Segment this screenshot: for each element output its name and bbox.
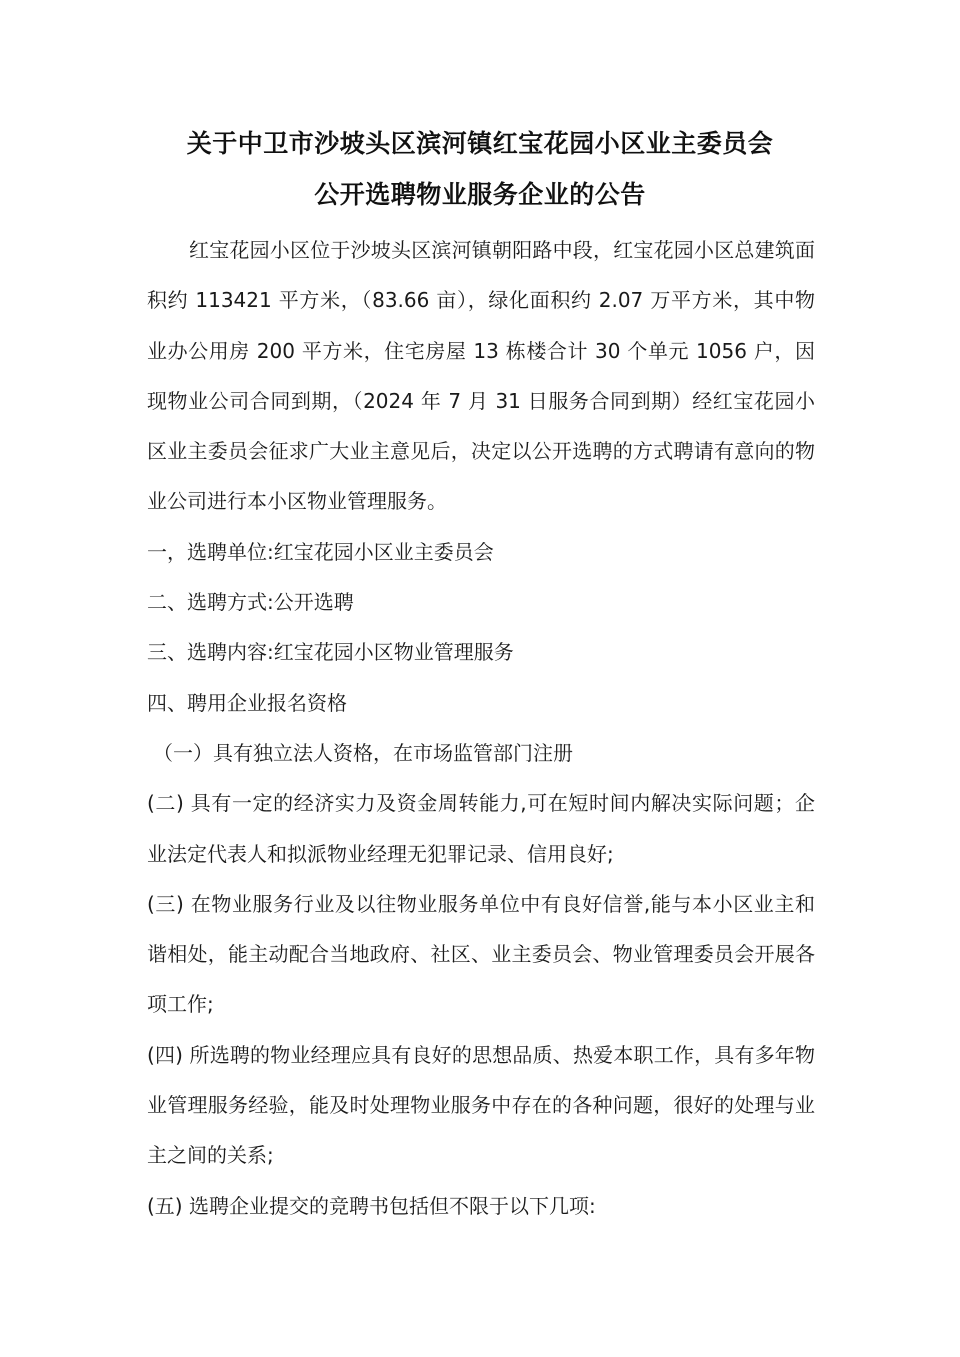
- document-title-line2: 公开选聘物业服务企业的公告: [314, 180, 646, 209]
- qualification-item-1: （一）具有独立法人资格，在市场监管部门注册: [153, 740, 573, 765]
- intro-paragraph: 红宝花园小区位于沙坡头区滨河镇朝阳路中段，红宝花园小区总建筑面积约 113421 平方米，（83.66 亩），绿化面积约 2.07 万平方米，其中物业办公用房 200 平方米，住宅房屋 13 栋楼合计 30 个单元 1056 户，因现物业公司合同到期，（2024 年 7 月 31 日服务合同到期）经红宝花园小区业主委员会征求广大业主意见后，决定以公开选聘的方式聘请有意向的物业公司进行本小区物业管理服务。: [147, 238, 815, 514]
- section-selecting-unit: 一，选聘单位:红宝花园小区业主委员会: [147, 539, 494, 564]
- qualification-item-2: (二) 具有一定的经济实力及资金周转能力,可在短时间内解决实际问题；企业法定代表人和拟派物业经理无犯罪记录、信用良好;: [147, 791, 815, 866]
- section-selection-content: 三、选聘内容:红宝花园小区物业管理服务: [147, 640, 514, 665]
- qualification-item-5: (五) 选聘企业提交的竞聘书包括但不限于以下几项:: [147, 1193, 596, 1218]
- qualification-item-3: (三) 在物业服务行业及以往物业服务单位中有良好信誉,能与本小区业主和谐相处，能主动配合当地政府、社区、业主委员会、物业管理委员会开展各项工作;: [147, 891, 815, 1017]
- document-body: [147, 225, 815, 1231]
- qualification-item-4: (四) 所选聘的物业经理应具有良好的思想品质、热爱本职工作，具有多年物业管理服务经验，能及时处理物业服务中存在的各种问题，很好的处理与业主之间的关系;: [147, 1042, 815, 1168]
- section-selection-method: 二、选聘方式:公开选聘: [147, 590, 354, 615]
- section-qualifications: 四、聘用企业报名资格: [147, 690, 347, 715]
- document-title-line1: 关于中卫市沙坡头区滨河镇红宝花园小区业主委员会: [186, 129, 774, 158]
